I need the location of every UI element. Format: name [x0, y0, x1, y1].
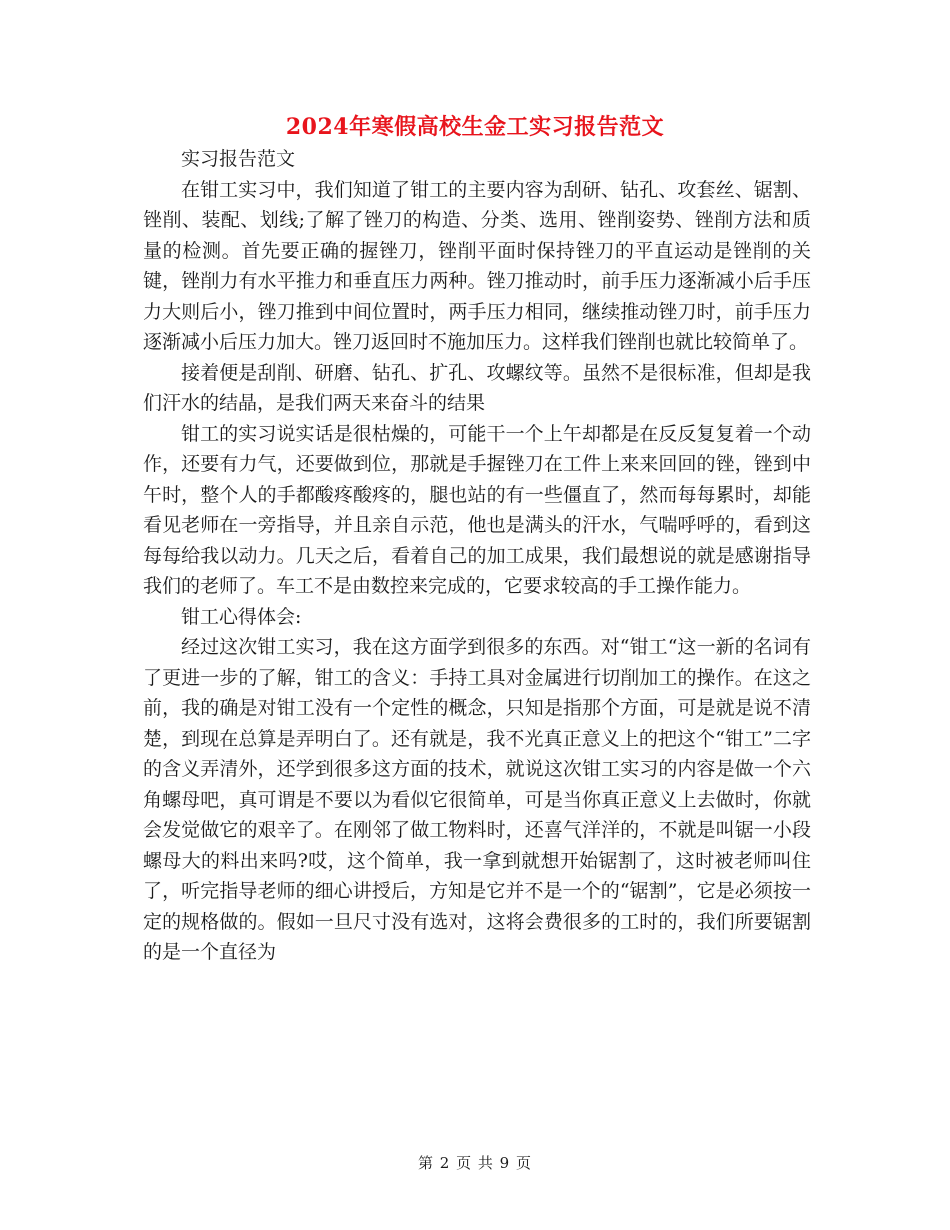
paragraph-other-skills: 接着便是刮削、研磨、钻孔、扩孔、攻螺纹等。虽然不是很标准，但却是我们汗水的结晶，是我们两天来奋斗的结果	[143, 361, 811, 414]
document-body	[143, 144, 811, 968]
paragraph-report-label: 实习报告范文	[181, 148, 296, 170]
paragraph-reflection: 经过这次钳工实习，我在这方面学到很多的东西。对“钳工“这一新的名词有了更进一步的了解，钳工的含义：手持工具对金属进行切削加工的操作。在这之前，我的确是对钳工没有一个定性的概念，只知是指那个方面，可是就是说不清楚，到现在总算是弄明白了。还有就是，我不光真正意义上的把这个“钳工”二字的含义弄清外，还学到很多这方面的技术，就说这次钳工实习的内容是做一个六角螺母吧，真可谓是不要以为看似它很简单，可是当你真正意义上去做时，你就会发觉做它的艰辛了。在刚邻了做工物料时，还喜气洋洋的，不就是叫锯一小段螺母大的料出来吗?哎，这个简单，我一拿到就想开始锯割了，这时被老师叫住了，听完指导老师的细心讲授后，方知是它并不是一个的“锯割”，它是必须按一定的规格做的。假如一旦尺寸没有选对，这将会费很多的工时的，我们所要锯割的是一个直径为	[143, 636, 811, 963]
document-title: 2024年寒假高校生金工实习报告范文	[285, 114, 665, 140]
paragraph-experience: 钳工的实习说实话是很枯燥的，可能干一个上午却都是在反反复复着一个动作，还要有力气，还要做到位，那就是手握锉刀在工件上来来回回的锉，锉到中午时，整个人的手都酸疼酸疼的，腿也站的有一些僵直了，然而每每累时，却能看见老师在一旁指导，并且亲自示范，他也是满头的汗水，气喘呼呼的，看到这每每给我以动力。几天之后，看着自己的加工成果，我们最想说的就是感谢指导我们的老师了。车工不是由数控来完成的，它要求较高的手工操作能力。	[143, 422, 811, 597]
page-number-footer: 第 2 页 共 9 页	[418, 1154, 532, 1172]
paragraph-filing-intro: 在钳工实习中，我们知道了钳工的主要内容为刮研、钻孔、攻套丝、锯割、锉削、装配、划线;了解了锉刀的构造、分类、选用、锉削姿势、锉削方法和质量的检测。首先要正确的握锉刀，锉削平面时保持锉刀的平直运动是锉削的关键，锉削力有水平推力和垂直压力两种。锉刀推动时，前手压力逐渐减小后手压力大则后小，锉刀推到中间位置时，两手压力相同，继续推动锉刀时，前手压力逐渐减小后压力加大。锉刀返回时不施加压力。这样我们锉削也就比较简单了。	[143, 178, 811, 353]
paragraph-reflection-heading: 钳工心得体会:	[181, 605, 302, 628]
